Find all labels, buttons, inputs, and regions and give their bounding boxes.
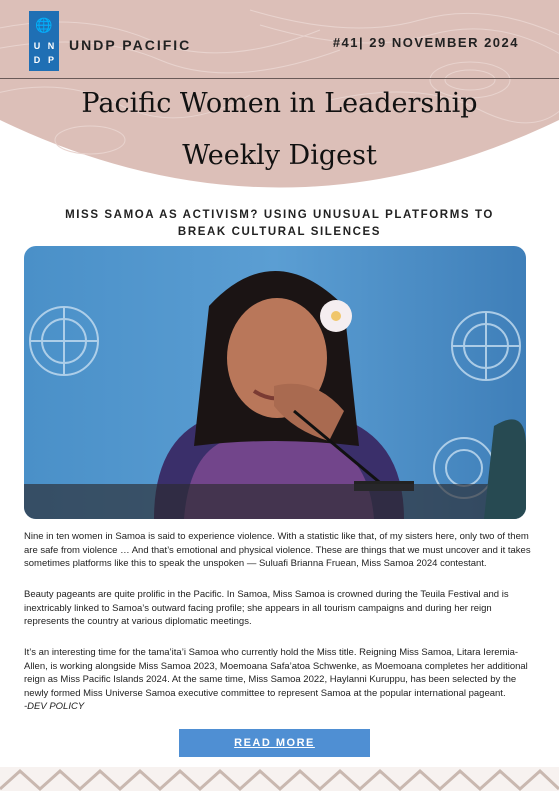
logo-letter: N — [47, 41, 55, 51]
article-paragraph — [24, 646, 539, 714]
footer-pattern — [0, 767, 559, 791]
article-paragraph: Nine in ten women in Samoa is said to experience violence. With a statistic like that, of my sisters here, only two of them are safe from violence … And that’s emotional and physical violence. These are things that we must uncover and it takes sometimes platforms like this to speak the unspoken — Suluafi Brianna Fruean, Miss Samoa 2024 contestant. — [24, 531, 531, 569]
logo-letter: D — [33, 55, 41, 65]
logo-letter: P — [47, 55, 54, 65]
page-title-line2: Weekly Digest — [182, 140, 377, 171]
read-more-button[interactable]: READ MORE — [179, 729, 370, 757]
undp-logo — [29, 11, 59, 71]
top-bar — [0, 0, 559, 79]
article-paragraph-text: It’s an interesting time for the tama’ita’i Samoa who currently hold the Miss title. Reigning Miss Samoa, Litara Ieremia-Allen, is working alongside Miss Samoa 2023, Moemoana Safa’atoa Schwenke, as Moemoana completes her additional reign as Miss Pacific Islands 2024. At the same time, Miss Samoa 2022, Haylanni Kuruppu, has been selected by the newly formed Miss Universe Samoa executive committee to represent Samoa at the popular international pageant. — [24, 647, 528, 699]
un-emblem-icon: 🌐 — [35, 17, 53, 33]
article-headline: MISS SAMOA AS ACTIVISM? USING UNUSUAL PLATFORMS TO BREAK CULTURAL SILENCES — [65, 209, 494, 238]
article-photo — [24, 246, 526, 519]
org-name: UNDP PACIFIC — [69, 37, 192, 53]
issue-date: #41| 29 NOVEMBER 2024 — [332, 35, 519, 50]
article-paragraph: Beauty pageants are quite prolific in the Pacific. In Samoa, Miss Samoa is crowned during the Teuila Festival and is inextricably linked to Samoa’s outward facing profile; she appears in all tourism campaigns and during her reign represents the country at various diplomatic meetings. — [24, 589, 509, 627]
logo-letter: U — [33, 41, 41, 51]
article-credit: -DEV POLICY — [24, 701, 85, 712]
page-title-line1: Pacific Women in Leadership — [81, 88, 478, 119]
